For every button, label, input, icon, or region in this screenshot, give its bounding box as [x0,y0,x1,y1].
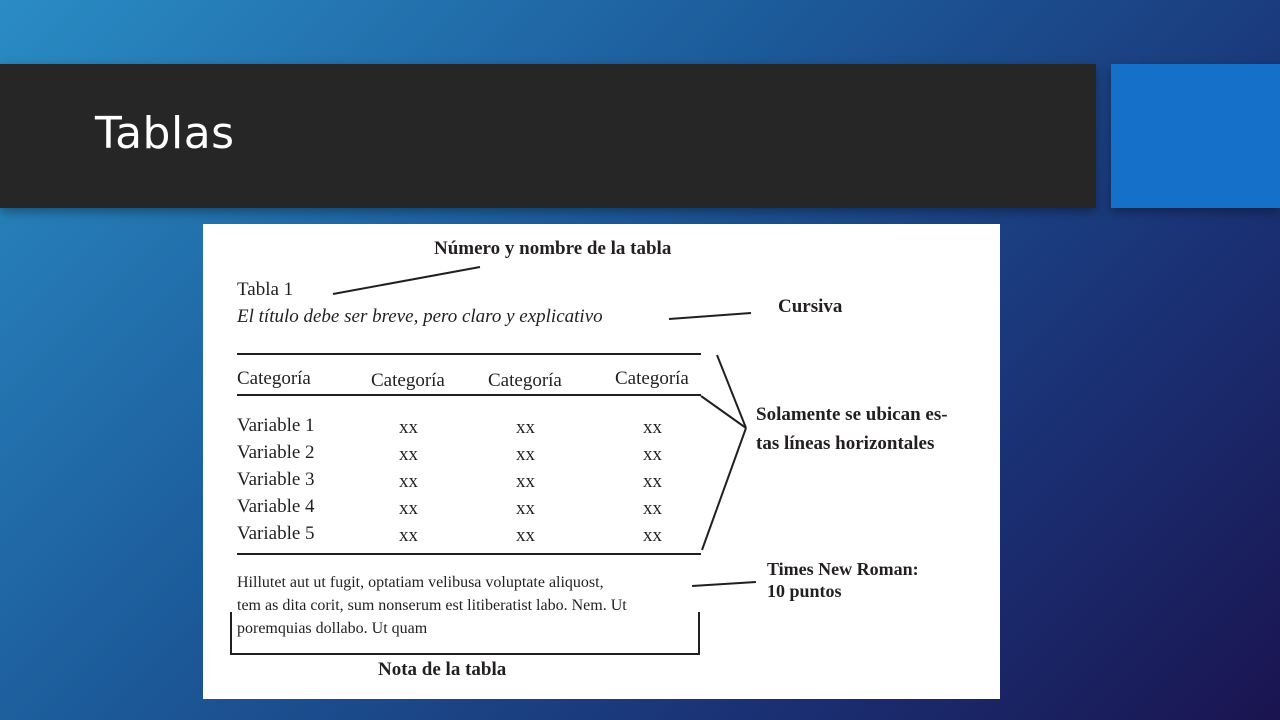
table-number: Tabla 1 [237,279,294,300]
table-row-4-cell-3: xx [516,498,535,519]
table-bottom-rule [237,553,701,555]
column-header-3: Categoría [488,370,562,391]
column-header-1: Categoría [237,368,311,389]
table-row-1-label: Variable 1 [237,415,315,436]
table-row-2-label: Variable 2 [237,442,315,463]
table-header-rule [237,394,701,396]
column-header-2: Categoría [371,370,445,391]
connector-font [692,582,756,586]
table-row-5-cell-4: xx [643,525,662,546]
connector-line-bottom [702,428,746,550]
table-row-3-cell-2: xx [399,471,418,492]
table-row-5-cell-3: xx [516,525,535,546]
heading-label: Número y nombre de la tabla [434,238,672,259]
table-row-2-cell-2: xx [399,444,418,465]
font-label-line-2: 10 puntos [767,581,842,601]
italic-label: Cursiva [778,296,843,317]
table-row-1-cell-4: xx [643,417,662,438]
lines-label-line-1: Solamente se ubican es- [756,404,948,425]
table-row-3-cell-4: xx [643,471,662,492]
table-row-2-cell-3: xx [516,444,535,465]
table-note-line-2: tem as dita corit, sum nonserum est litiberatist labo. Nem. Ut [237,597,627,614]
lines-label-line-2: tas líneas horizontales [756,433,935,454]
table-row-5-cell-2: xx [399,525,418,546]
table-row-2-cell-4: xx [643,444,662,465]
table-row-3-label: Variable 3 [237,469,315,490]
font-label-line-1: Times New Roman: [767,559,919,579]
table-title: El título debe ser breve, pero claro y explicativo [237,306,603,327]
accent-block [1111,64,1280,208]
connector-italic [669,313,751,319]
table-row-1-cell-2: xx [399,417,418,438]
table-row-3-cell-3: xx [516,471,535,492]
table-row-4-cell-2: xx [399,498,418,519]
table-row-5-label: Variable 5 [237,523,315,544]
note-label: Nota de la tabla [378,659,507,680]
table-top-rule [237,353,701,355]
table-note-line-1: Hillutet aut ut fugit, optatiam velibusa voluptate aliquost, [237,574,604,591]
table-row-4-label: Variable 4 [237,496,315,517]
table-row-4-cell-4: xx [643,498,662,519]
title-bar [0,64,1096,208]
table-row-1-cell-3: xx [516,417,535,438]
connector-heading [333,267,480,294]
column-header-4: Categoría [615,368,689,389]
table-note-line-3: poremquias dollabo. Ut quam [237,620,428,637]
slide-title: Tablas [95,108,235,159]
table-format-figure [203,224,1000,699]
